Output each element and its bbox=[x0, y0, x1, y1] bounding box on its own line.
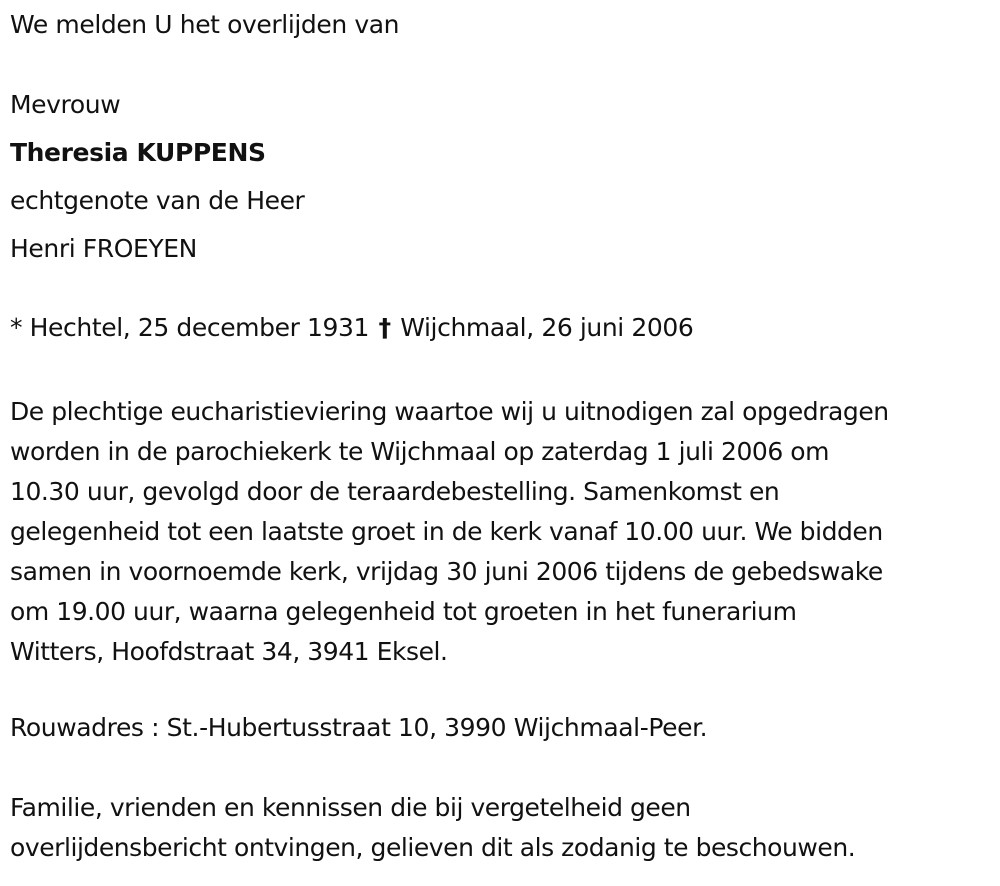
death-cross-icon: † bbox=[378, 313, 391, 342]
ceremony-line: Witters, Hoofdstraat 34, 3941 Eksel. bbox=[10, 637, 448, 666]
death-info: Wijchmaal, 26 juni 2006 bbox=[400, 313, 694, 342]
ceremony-line: gelegenheid tot een laatste groet in de kerk vanaf 10.00 uur. We bidden bbox=[10, 517, 883, 546]
ceremony-paragraph bbox=[10, 392, 995, 672]
intro-text: We melden U het overlijden van bbox=[10, 10, 400, 39]
mourning-address: Rouwadres : St.-Hubertusstraat 10, 3990 Wijchmaal-Peer. bbox=[10, 713, 708, 742]
ceremony-line: om 19.00 uur, waarna gelegenheid tot groeten in het funerarium bbox=[10, 597, 797, 626]
salutation: Mevrouw bbox=[10, 90, 121, 119]
ceremony-line: worden in de parochiekerk te Wijchmaal op zaterdag 1 juli 2006 om bbox=[10, 437, 830, 466]
birth-info: * Hechtel, 25 december 1931 bbox=[10, 313, 370, 342]
ceremony-line: samen in voornoemde kerk, vrijdag 30 juni 2006 tijdens de gebedswake bbox=[10, 557, 883, 586]
birth-death-line bbox=[10, 313, 693, 343]
ceremony-line: De plechtige eucharistieviering waartoe wij u uitnodigen zal opgedragen bbox=[10, 397, 889, 426]
ceremony-line: 10.30 uur, gevolgd door de teraardebestelling. Samenkomst en bbox=[10, 477, 780, 506]
closing-line: overlijdensbericht ontvingen, gelieven dit als zodanig te beschouwen. bbox=[10, 833, 856, 862]
closing-line: Familie, vrienden en kennissen die bij vergetelheid geen bbox=[10, 793, 691, 822]
relation-text: echtgenote van de Heer bbox=[10, 186, 305, 215]
closing-paragraph bbox=[10, 788, 995, 868]
deceased-name: Theresia KUPPENS bbox=[10, 138, 266, 167]
spouse-name: Henri FROEYEN bbox=[10, 234, 197, 263]
